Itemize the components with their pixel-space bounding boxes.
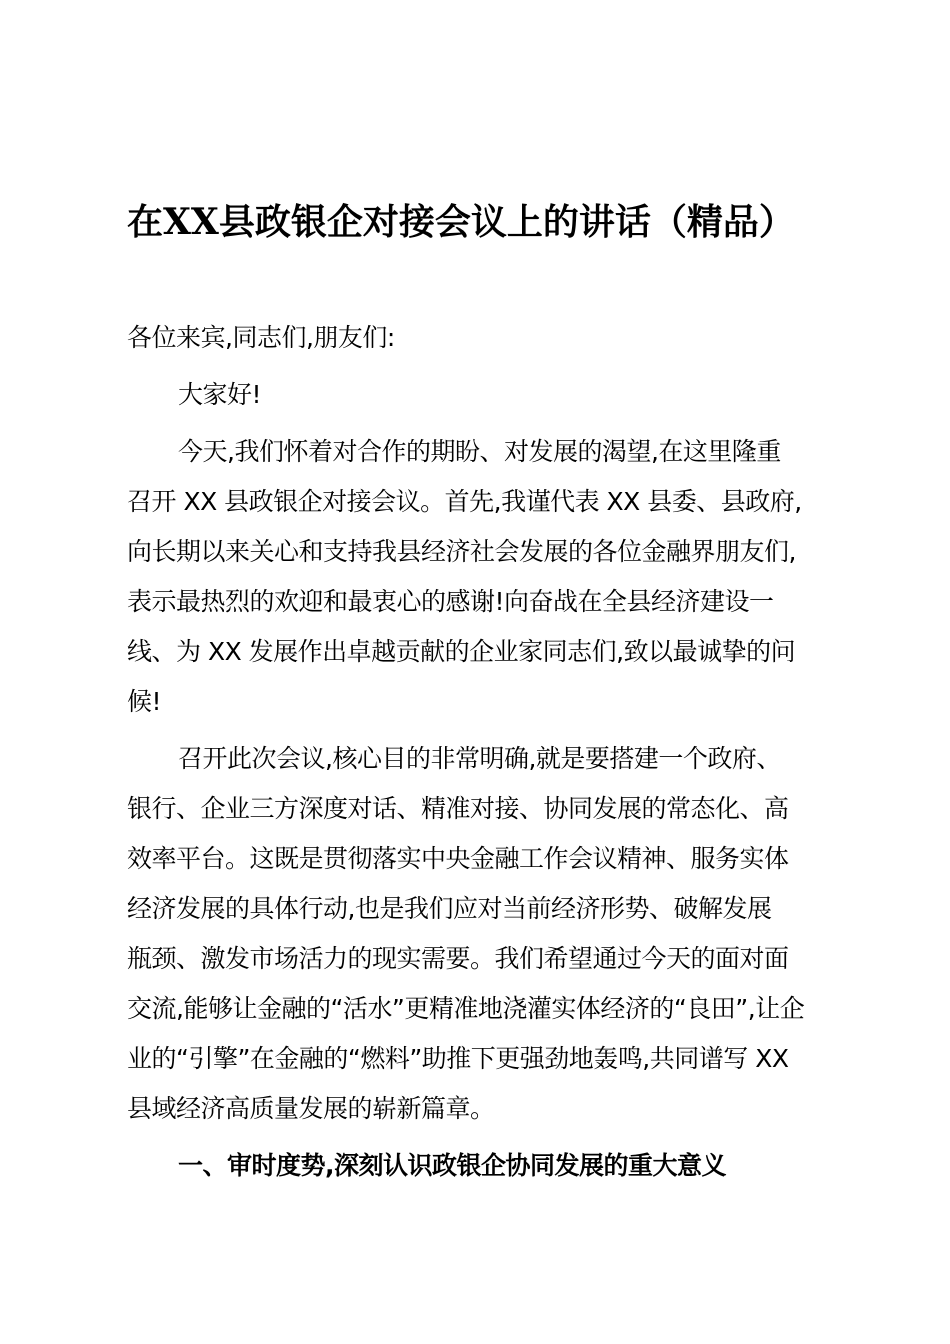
paragraph-line: 业的“引擎”在金融的“燃料”助推下更强劲地轰鸣,共同谱写 XX bbox=[127, 1044, 789, 1073]
paragraph-line: 交流,能够让金融的“活水”更精准地浇灌实体经济的“良田”,让企 bbox=[127, 994, 805, 1023]
document-title: 在XX县政银企对接会议上的讲话（精品） bbox=[127, 201, 795, 243]
paragraph-line: 向长期以来关心和支持我县经济社会发展的各位金融界朋友们, bbox=[127, 537, 796, 566]
paragraph-line: 银行、企业三方深度对话、精准对接、协同发展的常态化、高 bbox=[127, 794, 789, 823]
paragraph-line: 召开此次会议,核心目的非常明确,就是要搭建一个政府、 bbox=[178, 744, 781, 773]
paragraph-line: 表示最热烈的欢迎和最衷心的感谢!向奋战在全县经济建设一 bbox=[127, 587, 774, 616]
paragraph-line: 候! bbox=[127, 687, 162, 716]
paragraph-line: 今天,我们怀着对合作的期盼、对发展的渴望,在这里隆重 bbox=[178, 437, 781, 466]
paragraph-line: 瓶颈、激发市场活力的现实需要。我们希望通过今天的面对面 bbox=[127, 944, 789, 973]
section-heading: 一、审时度势,深刻认识政银企协同发展的重大意义 bbox=[178, 1151, 726, 1180]
paragraph-line: 经济发展的具体行动,也是我们应对当前经济形势、破解发展 bbox=[127, 894, 772, 923]
paragraph-line: 效率平台。这既是贯彻落实中央金融工作会议精神、服务实体 bbox=[127, 844, 789, 873]
paragraph-line: 县域经济高质量发展的崭新篇章。 bbox=[127, 1094, 495, 1123]
paragraph-line: 线、为 XX 发展作出卓越贡献的企业家同志们,致以最诚挚的问 bbox=[127, 637, 796, 666]
paragraph-line: 召开 XX 县政银企对接会议。首先,我谨代表 XX 县委、县政府, bbox=[127, 487, 802, 516]
salutation: 各位来宾,同志们,朋友们: bbox=[127, 323, 395, 352]
greeting: 大家好! bbox=[178, 380, 262, 409]
